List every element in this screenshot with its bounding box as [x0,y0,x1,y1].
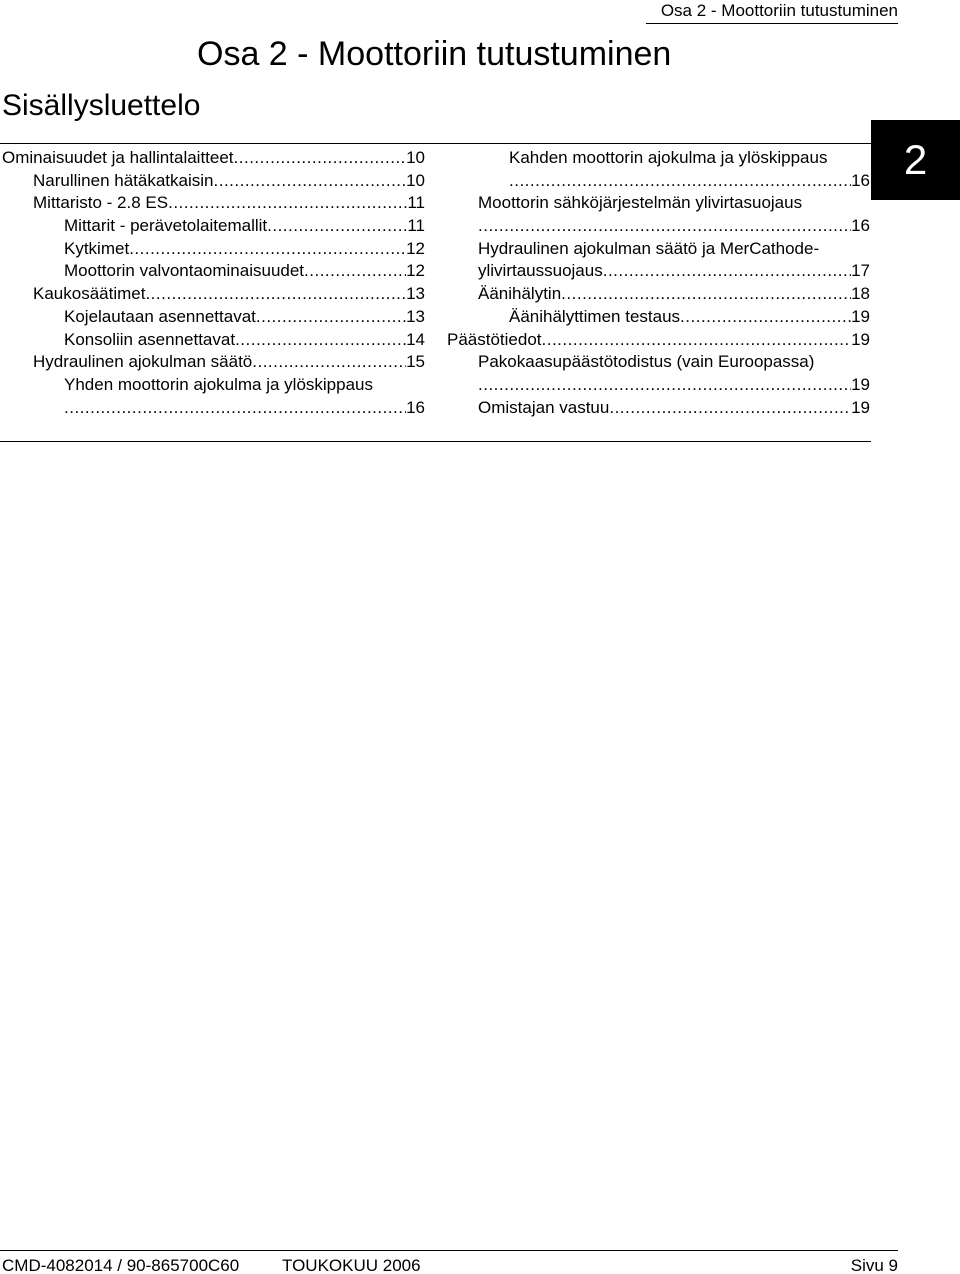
toc-entry-wrapped-title[interactable] [447,192,870,215]
toc-heading: Sisällysluettelo [2,89,201,122]
toc-entry-page: 16 [406,397,425,417]
toc-entry[interactable] [2,283,425,306]
toc-entry-page: 18 [851,284,870,304]
toc-entry[interactable] [2,238,425,261]
footer-date: TOUKOKUU 2006 [282,1256,421,1274]
toc-entry[interactable] [447,283,870,306]
toc-leader [542,329,852,352]
toc-entry-title: Äänihälytin [478,284,562,304]
toc-entry[interactable] [447,397,870,420]
toc-entry[interactable] [2,329,425,352]
toc-column-left [2,147,425,419]
chapter-title: Osa 2 - Moottoriin tutustuminen [197,35,672,73]
toc-leader [478,215,851,238]
toc-entry-wrapped-page[interactable] [2,397,425,420]
toc-entry-page: 12 [406,261,425,281]
toc-entry-page: 19 [851,397,870,417]
toc-entry-page: 19 [851,374,870,394]
toc-entry-title: Kytkimet [64,238,130,258]
toc-entry-wrapped-page[interactable] [447,215,870,238]
footer-page-number: Sivu 9 [850,1256,898,1274]
toc-leader [256,306,406,329]
toc-entry-title: Konsoliin asennettavat [64,329,236,349]
toc-entry-title: Äänihälyttimen testaus [509,306,681,326]
toc-leader [168,192,407,215]
toc-entry-title: Kojelautaan asennettavat [64,306,256,326]
toc-entry-title: Hydraulinen ajokulman säätö [33,352,253,372]
chapter-tab: 2 [871,120,960,200]
toc-entry-page: 12 [406,238,425,258]
toc-entry-title: Moottorin valvontaominaisuudet [64,261,305,281]
toc-entry-title: Moottorin sähköjärjestelmän ylivirtasuojaus [478,193,803,213]
toc-entry[interactable] [447,306,870,329]
toc-entry[interactable] [2,192,425,215]
running-header: Osa 2 - Moottoriin tutustuminen [660,1,898,20]
toc-entry-title: Mittarit - perävetolaitemallit [64,216,268,236]
toc-entry-title: Narullinen hätäkatkaisin [33,170,214,190]
toc-leader [609,397,851,420]
toc-entry-wrapped-page[interactable] [447,260,870,283]
toc-leader [145,283,406,306]
footer-rule [0,1250,898,1251]
toc-entry-title: Kahden moottorin ajokulma ja ylöskippaus [509,148,828,167]
toc-entry-page: 13 [406,284,425,304]
toc-leader [235,329,406,352]
toc-entry-title: Mittaristo - 2.8 ES [33,193,169,213]
toc-leader [509,170,851,193]
toc-entry-page: 13 [406,306,425,326]
toc-leader [129,238,406,261]
toc-entry-page: 16 [851,170,870,190]
toc-entry-wrapped-title[interactable] [2,374,425,397]
toc-bottom-rule [0,441,871,442]
toc-leader [234,147,407,170]
toc-entry-title: Hydraulinen ajokulman säätö ja MerCathode- [478,238,820,258]
toc-leader [252,351,406,374]
toc-entry-page: 17 [851,261,870,281]
toc-leader [561,283,851,306]
toc-leader [680,306,851,329]
toc-leader [478,374,851,397]
toc-entry[interactable] [2,147,425,170]
toc-entry[interactable] [2,215,425,238]
toc-entry-page: 10 [406,148,425,167]
toc-leader [304,260,406,283]
toc-entry-page: 16 [851,216,870,236]
toc-entry[interactable] [2,170,425,193]
toc-entry-page: 10 [406,170,425,190]
toc-entry-page: 15 [406,352,425,372]
toc-entry-title: Päästötiedot [447,329,542,349]
toc-entry-page: 11 [407,193,425,213]
toc-entry-title-continued: ylivirtaussuojaus [478,261,603,281]
toc-entry-wrapped-page[interactable] [447,374,870,397]
toc-leader [214,170,407,193]
toc-entry[interactable] [447,329,870,352]
toc-entry[interactable] [2,351,425,374]
toc-top-rule [0,143,871,144]
toc-entry[interactable] [2,260,425,283]
toc-entry-title: Ominaisuudet ja hallintalaitteet [2,148,234,167]
toc-entry-wrapped-title[interactable] [447,351,870,374]
toc-entry-wrapped-page[interactable] [447,170,870,193]
toc-leader [267,215,407,238]
toc-entry-page: 14 [406,329,425,349]
toc-entry-page: 19 [851,306,870,326]
toc-entry-title: Omistajan vastuu [478,397,610,417]
toc-leader [603,260,851,283]
footer-doc-number: CMD-4082014 / 90-865700C60 [2,1256,240,1274]
toc-entry-page: 11 [407,216,425,236]
toc-entry-title: Yhden moottorin ajokulma ja ylöskippaus [64,374,374,394]
toc-entry-title: Kaukosäätimet [33,284,146,304]
toc-entry-page: 19 [851,329,870,349]
toc-entry-title: Pakokaasupäästötodistus (vain Euroopassa) [478,352,815,372]
toc-entry[interactable] [2,306,425,329]
toc-entry-wrapped-title[interactable] [447,147,870,170]
toc-column-right [447,147,870,419]
toc-leader [64,397,406,420]
toc-entry-wrapped-title[interactable] [447,238,870,261]
header-rule [646,23,898,24]
